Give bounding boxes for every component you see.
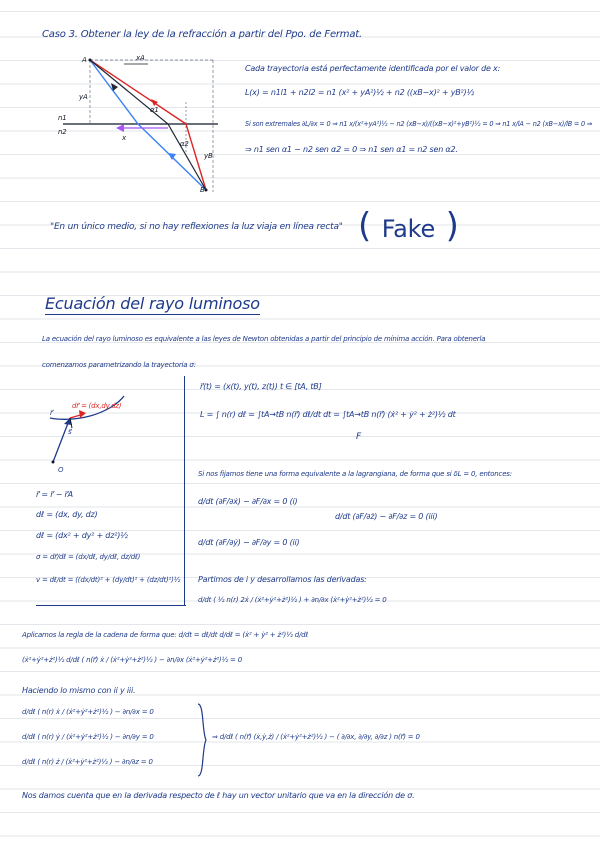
traj-dr-label: dr⃗ = (dx,dy,dz) <box>72 402 122 410</box>
system-eq-2: d/dℓ ( n(r) ẏ / (ẋ²+ẏ²+ż²)½ ) − ∂n/∂y = 0 <box>22 733 154 741</box>
case3-line2: L(x) = n1l1 + n2l2 = n1 (x² + yA²)½ + n2 ((xB−x)² + yB²)½ <box>245 88 475 97</box>
traj-s-label: s⃗ <box>68 428 72 436</box>
x-label: x <box>122 134 126 142</box>
system-eq-3: d/dℓ ( n(r) ż / (ẋ²+ẏ²+ż²)½ ) − ∂n/∂z = 0 <box>22 758 153 766</box>
left-column-bottom-rule <box>36 605 186 606</box>
haciendo-text: Haciendo lo mismo con ii y iii. <box>22 686 136 695</box>
system-brace <box>196 702 210 778</box>
L-integral: L = ∫ n(r) dℓ = ∫tA→tB n(r⃗) dℓ/dt dt = ∫tA→tB n(r⃗) (ẋ² + ẏ² + ż²)½ dt <box>200 410 456 419</box>
euler-lagrange-i: d/dt (∂F/∂ẋ) − ∂F/∂x = 0 (i) <box>198 497 298 506</box>
def-r: r⃗ = r⃗ − r⃗A <box>36 490 73 499</box>
partiendo-text: Partimos de i y desarrollamos las derivadas: <box>198 575 367 584</box>
def-dl-mod: dℓ = (dx² + dy² + dz²)½ <box>36 531 128 540</box>
def-dl: dℓ = (dx, dy, dz) <box>36 510 98 519</box>
traj-r-label: r⃗ <box>50 409 53 417</box>
def-sigma: σ = dr⃗/dℓ = (dx/dℓ, dy/dℓ, dz/dℓ) <box>36 553 141 561</box>
section2-title: Ecuación del rayo luminoso <box>45 294 260 313</box>
conclusion-text: Nos damos cuenta que en la derivada respecto de ℓ hay un vector unitario que va en la dirección de σ. <box>22 791 415 800</box>
traj-origin-label: O <box>58 466 64 474</box>
euler-lagrange-ii: d/dt (∂F/∂ẏ) − ∂F/∂y = 0 (ii) <box>198 538 300 547</box>
xA-label: xA <box>136 54 145 62</box>
verdict-word: Fake <box>381 215 436 243</box>
quote-verdict: ( Fake ) <box>358 206 459 246</box>
n2-label: n2 <box>58 128 67 136</box>
refraction-diagram <box>58 52 228 200</box>
case3-title: Caso 3. Obtener la ley de la refracción a partir del Ppo. de Fermat. <box>42 29 362 40</box>
developed-equation: d/dt ( ½ n(r) 2ẋ / (ẋ²+ẏ²+ż²)½ ) + ∂n/∂x (ẋ²+ẏ²+ż²)½ = 0 <box>198 596 387 604</box>
alpha1-label: α1 <box>150 106 159 114</box>
yB-label: yB <box>204 152 213 160</box>
F-label: F <box>356 432 361 442</box>
case3-line3: Si son extremales ∂L/∂x = 0 ⇒ n1 x/(x²+yA²)½ − n2 (xB−x)/((xB−x)²+yB²)½ = 0 ⇒ n1 x/lA − n2 (xB−x)/lB = 0 ⇒ <box>245 120 593 128</box>
trajectory-diagram <box>40 388 130 470</box>
column-divider <box>184 376 185 606</box>
lagrangian-text: Si nos fijamos tiene una forma equivalente a la lagrangiana, de forma que si δL = 0, entonces: <box>198 470 512 478</box>
section2-intro-line1: La ecuación del rayo luminoso es equivalente a las leyes de Newton obtenidas a partir del principio de mínima acción. Para obtenerla <box>42 335 486 343</box>
quote-text: "En un único medio, si no hay reflexiones la luz viaja en línea recta" <box>50 222 343 232</box>
chain-rule-equation: (ẋ²+ẏ²+ż²)½ d/dℓ ( n(r⃗) ẋ / (ẋ²+ẏ²+ż²)½ ) − ∂n/∂x (ẋ²+ẏ²+ż²)½ = 0 <box>22 656 243 664</box>
point-B-label: B <box>200 186 205 194</box>
n1-label: n1 <box>58 114 67 122</box>
euler-lagrange-iii: d/dt (∂F/∂ż) − ∂F/∂z = 0 (iii) <box>335 512 438 521</box>
yA-label: yA <box>79 93 88 101</box>
section2-intro-line2: comenzamos parametrizando la trayectoria σ: <box>42 361 196 369</box>
point-A-label: A <box>82 56 87 64</box>
vector-result-equation: ⇒ d/dℓ ( n(r⃗) (ẋ,ẏ,ż) / (ẋ²+ẏ²+ż²)½ ) − ( ∂/∂x, ∂/∂y, ∂/∂z ) n(r⃗) = 0 <box>212 733 420 741</box>
def-v: v = dℓ/dt = ((dx/dt)² + (dy/dt)² + (dz/dt)²)½ <box>36 576 181 584</box>
r-param: r⃗(t) = (x(t), y(t), z(t)) t ∈ [tA, tB] <box>200 382 322 391</box>
case3-line1: Cada trayectoria está perfectamente identificada por el valor de x: <box>245 64 501 73</box>
alpha2-label: α2 <box>180 140 189 148</box>
system-eq-1: d/dℓ ( n(r) ẋ / (ẋ²+ẏ²+ż²)½ ) − ∂n/∂x = 0 <box>22 708 154 716</box>
chain-rule-text: Aplicamos la regla de la cadena de forma que: d/dt = dℓ/dt d/dℓ = (ẋ² + ẏ² + ż²)½ d/dℓ <box>22 631 309 639</box>
case3-line4: ⇒ n1 sen α1 − n2 sen α2 = 0 ⇒ n1 sen α1 = n2 sen α2. <box>245 145 458 154</box>
